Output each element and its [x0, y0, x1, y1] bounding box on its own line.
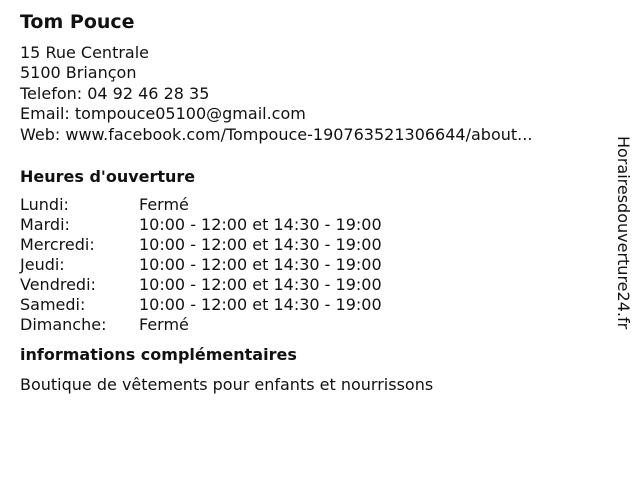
hours-row-dimanche	[20, 315, 600, 335]
website-link: Web: www.facebook.com/Tompouce-190763521306644/about...	[20, 124, 533, 144]
hours-day: Lundi:	[20, 195, 69, 215]
hours-time: 10:00 - 12:00 et 14:30 - 19:00	[139, 255, 382, 275]
business-card	[20, 10, 600, 395]
hours-day: Mercredi:	[20, 235, 95, 255]
hours-time: 10:00 - 12:00 et 14:30 - 19:00	[139, 295, 382, 315]
business-name: Tom Pouce	[20, 11, 135, 33]
hours-time: 10:00 - 12:00 et 14:30 - 19:00	[139, 275, 382, 295]
email-address: Email: tompouce05100@gmail.com	[20, 104, 306, 124]
hours-row-jeudi	[20, 255, 600, 275]
additional-info-text: Boutique de vêtements pour enfants et nourrissons	[20, 375, 434, 395]
hours-day: Mardi:	[20, 215, 70, 235]
hours-row-mardi	[20, 215, 600, 235]
hours-day: Dimanche:	[20, 315, 107, 335]
hours-day: Vendredi:	[20, 275, 96, 295]
opening-hours-list	[20, 195, 600, 335]
address-street: 15 Rue Centrale	[20, 43, 150, 62]
address-city: 5100 Briançon	[20, 63, 137, 83]
hours-time: 10:00 - 12:00 et 14:30 - 19:00	[139, 215, 382, 235]
hours-day: Jeudi:	[20, 255, 65, 275]
opening-hours-heading: Heures d'ouverture	[20, 167, 196, 187]
additional-info-heading: informations complémentaires	[20, 345, 297, 365]
hours-row-lundi	[20, 195, 600, 215]
hours-row-samedi	[20, 295, 600, 315]
hours-row-mercredi	[20, 235, 600, 255]
hours-time: Fermé	[139, 195, 189, 215]
site-watermark: Horairesdouverture24.fr	[614, 136, 633, 330]
hours-time: 10:00 - 12:00 et 14:30 - 19:00	[139, 235, 382, 255]
phone-number: Telefon: 04 92 46 28 35	[20, 83, 210, 103]
hours-time: Fermé	[139, 315, 189, 335]
hours-row-vendredi	[20, 275, 600, 295]
hours-day: Samedi:	[20, 295, 86, 315]
